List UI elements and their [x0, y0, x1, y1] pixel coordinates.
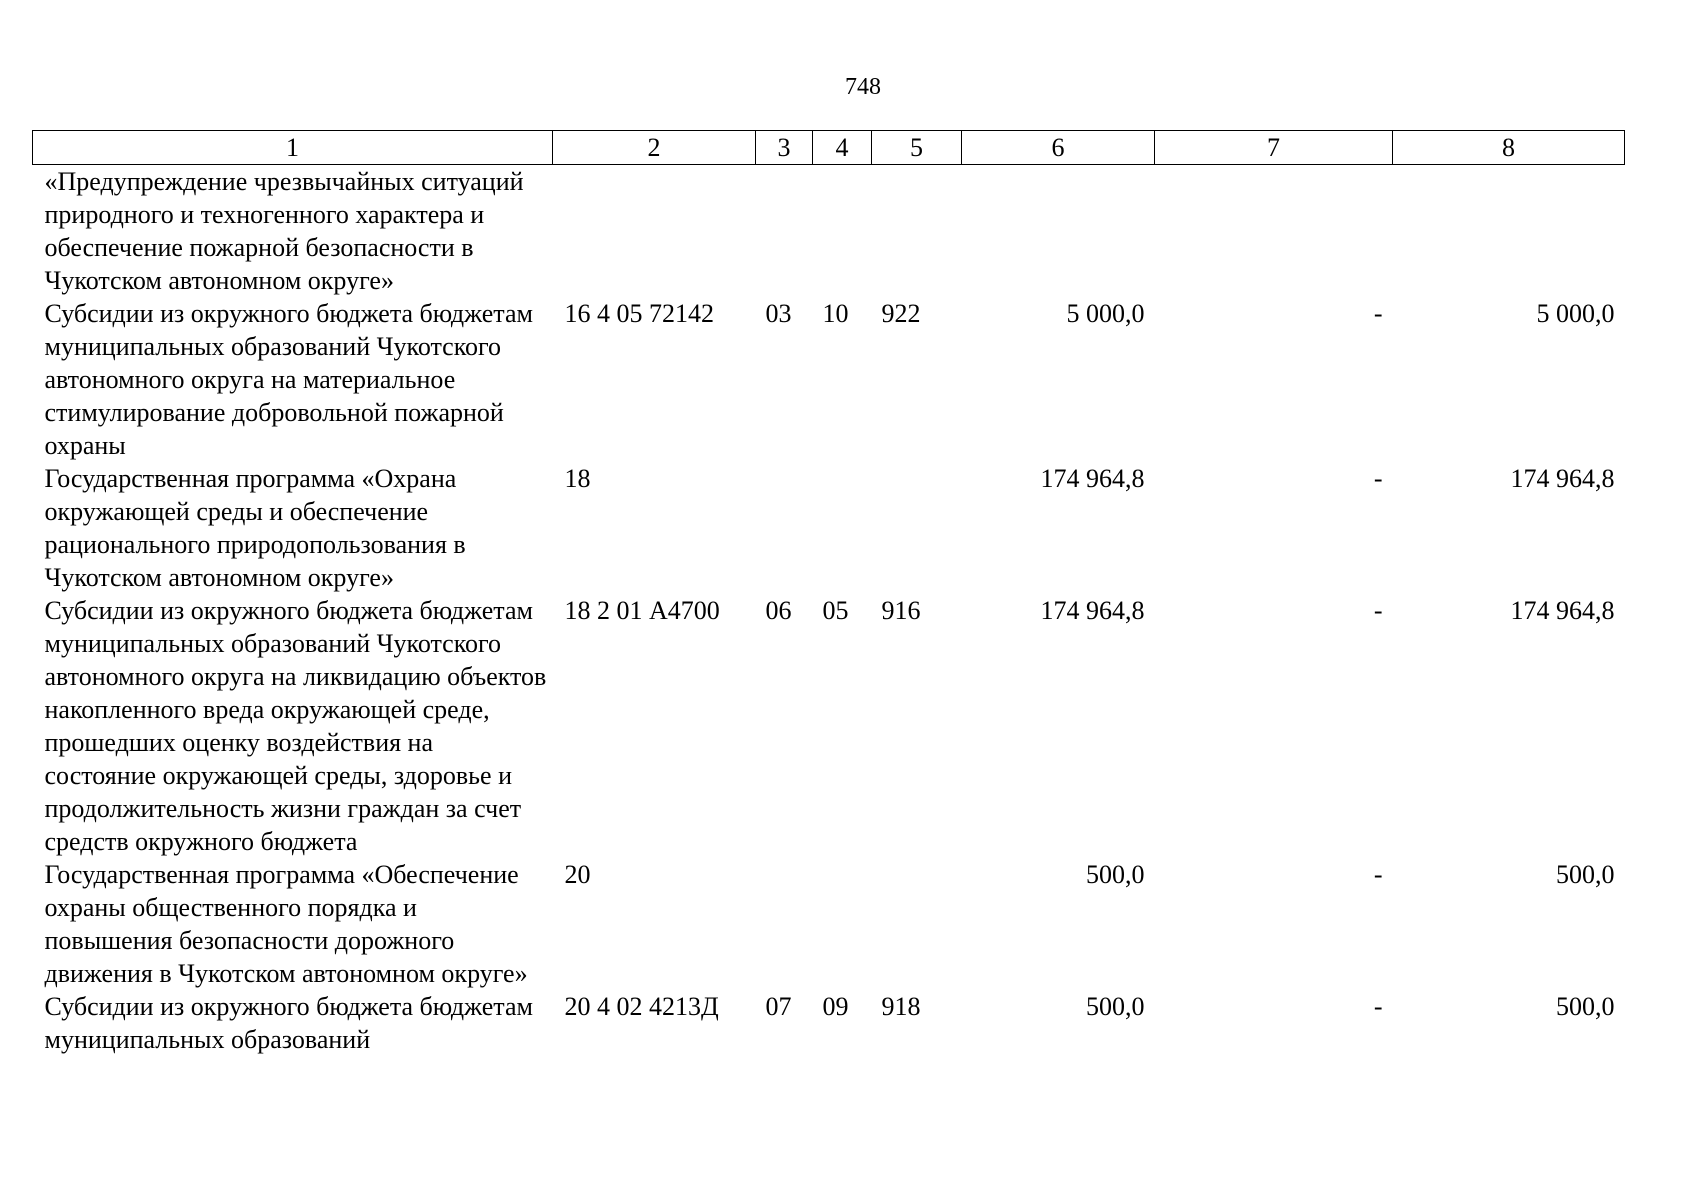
amount-col7: - — [1373, 299, 1383, 328]
row-name: Государственная программа «Охрана окружающей среды и обеспечение рационального природопользования в Чукотском автономном округе» — [44, 464, 466, 592]
table-row — [33, 297, 1625, 462]
section-code: 03 — [765, 299, 792, 328]
subsection-code: 09 — [822, 992, 849, 1021]
column-header-7: 7 — [1155, 131, 1393, 165]
column-header-5: 5 — [872, 131, 962, 165]
target-article-code: 16 4 05 72142 — [564, 299, 714, 328]
section-code: 06 — [765, 596, 792, 625]
page-number: 748 — [845, 74, 881, 100]
row-name: Государственная программа «Обеспечение охраны общественного порядка и повышения безопасности дорожного движения в Чукотском автономном округе» — [44, 860, 528, 988]
column-number-header-row — [33, 131, 1625, 165]
amount-col6: 500,0 — [1086, 860, 1145, 889]
target-article-code: 20 4 02 4213Д — [564, 992, 719, 1021]
amount-col8: 500,0 — [1556, 992, 1615, 1021]
amount-col6 — [962, 165, 1155, 298]
ministry-code — [872, 462, 962, 594]
amount-col8: 174 964,8 — [1510, 464, 1615, 493]
amount-col7: - — [1373, 992, 1383, 1021]
target-article-code: 20 — [564, 860, 591, 889]
section-code — [756, 462, 813, 594]
column-header-6: 6 — [962, 131, 1155, 165]
amount-col6: 174 964,8 — [1040, 464, 1145, 493]
subsection-code: 10 — [822, 299, 849, 328]
row-name: Субсидии из окружного бюджета бюджетам муниципальных образований Чукотского автономного округа на ликвидацию объектов накопленного вреда окружающей среде, прошедших оценку воздействия на состояние окружающей среды, здоровье и продолжительность жизни граждан за счет средств окружного бюджета — [44, 596, 547, 856]
section-code — [756, 858, 813, 990]
table-row — [33, 990, 1625, 1056]
target-article-code — [553, 165, 756, 298]
amount-col7 — [1155, 165, 1393, 298]
amount-col7: - — [1373, 464, 1383, 493]
ministry-code: 922 — [881, 299, 921, 328]
amount-col8: 174 964,8 — [1510, 596, 1615, 625]
amount-col7: - — [1373, 596, 1383, 625]
amount-col8 — [1393, 165, 1625, 298]
amount-col8: 500,0 — [1556, 860, 1615, 889]
subsection-code — [813, 858, 872, 990]
amount-col7: - — [1373, 860, 1383, 889]
column-header-8: 8 — [1393, 131, 1625, 165]
section-code: 07 — [765, 992, 792, 1021]
ministry-code: 918 — [881, 992, 921, 1021]
column-header-3: 3 — [756, 131, 813, 165]
subsection-code: 05 — [822, 596, 849, 625]
row-name: «Предупреждение чрезвычайных ситуаций природного и техногенного характера и обеспечение пожарной безопасности в Чукотском автономном округе» — [44, 167, 524, 295]
row-name: Субсидии из окружного бюджета бюджетам муниципальных образований Чукотского автономного округа на материальное стимулирование добровольной пожарной охраны — [44, 299, 533, 460]
column-header-1: 1 — [33, 131, 553, 165]
subsection-code — [813, 165, 872, 298]
subsection-code — [813, 462, 872, 594]
ministry-code — [872, 858, 962, 990]
table-row — [33, 594, 1625, 858]
table-row — [33, 462, 1625, 594]
amount-col6: 500,0 — [1086, 992, 1145, 1021]
table-row — [33, 165, 1625, 298]
budget-table — [32, 130, 1625, 1056]
ministry-code — [872, 165, 962, 298]
column-header-4: 4 — [813, 131, 872, 165]
target-article-code: 18 — [564, 464, 591, 493]
amount-col6: 5 000,0 — [1066, 299, 1145, 328]
target-article-code: 18 2 01 А4700 — [564, 596, 720, 625]
ministry-code: 916 — [881, 596, 921, 625]
amount-col6: 174 964,8 — [1040, 596, 1145, 625]
amount-col8: 5 000,0 — [1536, 299, 1615, 328]
table-row — [33, 858, 1625, 990]
section-code — [756, 165, 813, 298]
row-name: Субсидии из окружного бюджета бюджетам муниципальных образований — [44, 992, 533, 1054]
column-header-2: 2 — [553, 131, 756, 165]
